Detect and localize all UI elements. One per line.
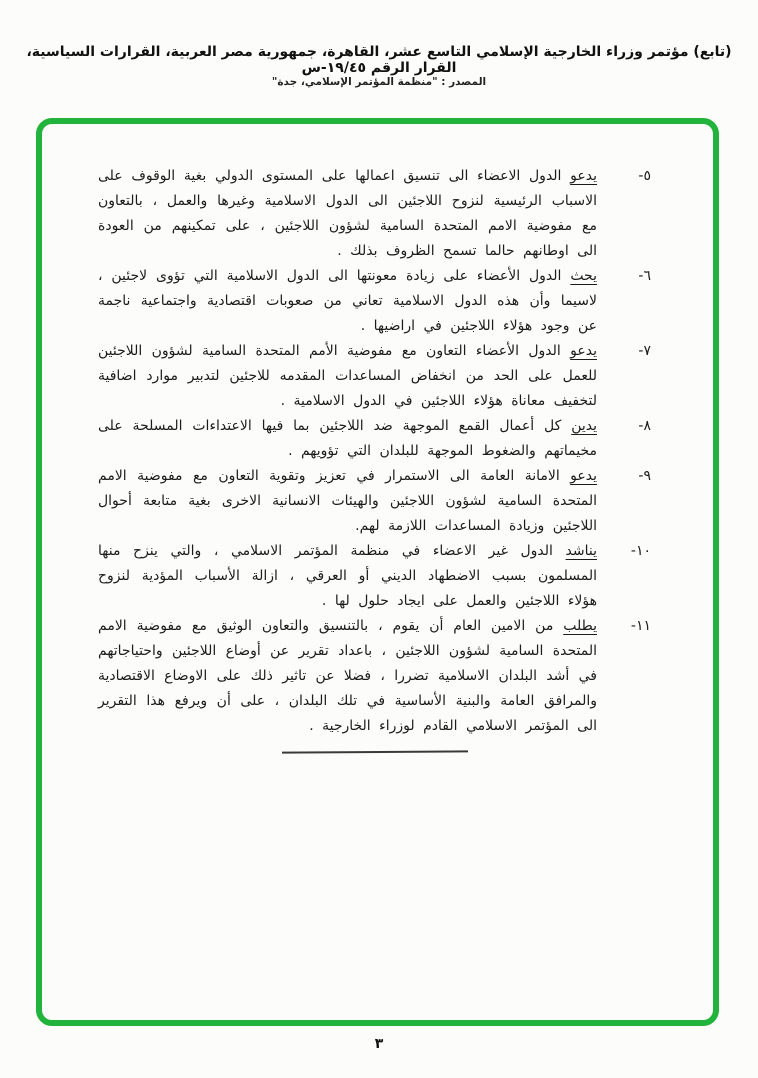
clause-body: كل أعمال القمع الموجهة ضد اللاجئين بما فيها الاعتداءات المسلحة على مخيماتهم والضغوط الموجهة للبلدان التي تؤويهم .	[98, 418, 597, 459]
clause-number: ١١-	[630, 618, 651, 634]
clause-number: ٥-	[638, 168, 651, 184]
document-header-line: (تابع) مؤتمر وزراء الخارجية الإسلامي التاسع عشر، القاهرة، جمهورية مصر العربية، القرارات السياسية، القرار الرقم ١٩/٤٥-س	[26, 44, 732, 76]
page-number: ٣	[374, 1036, 384, 1052]
clause-text	[98, 414, 597, 464]
clause-lead-word: يناشد	[565, 543, 597, 559]
clause-lead-word: يدعو	[570, 168, 597, 184]
green-border-frame	[36, 118, 719, 1026]
section-divider	[281, 750, 467, 753]
list-item	[98, 164, 651, 264]
clause-text	[98, 539, 597, 614]
clause-number: ٩-	[638, 468, 651, 484]
clause-text	[98, 464, 597, 539]
clause-lead-word: يحث	[570, 268, 597, 284]
document-source-line: المصدر : "منظمة المؤتمر الإسلامي، جدة"	[271, 76, 487, 88]
clause-number: ٨-	[638, 418, 651, 434]
list-item	[98, 539, 651, 614]
list-item	[98, 339, 651, 414]
clause-text	[98, 264, 597, 339]
clause-body: الامانة العامة الى الاستمرار في تعزيز وتقوية التعاون مع مفوضية الامم المتحدة السامية لشؤون اللاجئين والهيئات الانسانية الاخرى بغية متابعة أحوال اللاجئين وزيادة المساعدات اللازمة لهم.	[98, 468, 597, 534]
clause-number: ١٠-	[630, 543, 651, 559]
clause-lead-word: يطلب	[563, 618, 597, 634]
clause-text	[98, 339, 597, 414]
clause-body: الدول الأعضاء التعاون مع مفوضية الأمم المتحدة السامية لشؤون اللاجئين للعمل على الحد من انخفاض المساعدات المقدمه للاجئين لتدبير موارد اضافية لتخفيف معاناة هؤلاء اللاجئين في الدول الاسلامية .	[98, 343, 597, 409]
clause-lead-word: يدعو	[570, 468, 597, 484]
resolution-clauses	[42, 124, 713, 753]
list-item	[98, 414, 651, 464]
clause-lead-word: يدعو	[570, 343, 597, 359]
list-item	[98, 464, 651, 539]
clause-lead-word: يدين	[571, 418, 597, 434]
clause-body: الدول الأعضاء على زيادة معونتها الى الدول الاسلامية التي تؤوى لاجئين ، لاسيما وأن هذه الدول الاسلامية تعاني من صعوبات اقتصادية واجتماعية ناجمة عن وجود هؤلاء اللاجئين في اراضيها .	[98, 268, 597, 334]
list-item	[98, 614, 651, 739]
clause-body: الدول غير الاعضاء في منظمة المؤتمر الاسلامي ، والتي ينزح منها المسلمون بسبب الاضطهاد الديني أو العرقي ، ازالة الأسباب المؤدية لنزوح هؤلاء اللاجئين والعمل على ايجاد حلول لها .	[98, 543, 597, 609]
clause-text	[98, 164, 597, 264]
clause-number: ٧-	[638, 343, 651, 359]
clause-number: ٦-	[638, 268, 651, 284]
clause-text	[98, 614, 597, 739]
clause-body: من الامين العام أن يقوم ، بالتنسيق والتعاون الوثيق مع مفوضية الامم المتحدة السامية لشؤون اللاجئين ، باعداد تقرير عن أوضاع اللاجئين واحتياجاتهم في أشد البلدان الاسلامية تضررا ، فضلا عن تاثير ذلك على الاوضاع الاقتصادية والمرافق العامة والبنية الأساسية في تلك البلدان ، على أن ويرفع هذا التقرير الى المؤتمر الاسلامي القادم لوزراء الخارجية .	[98, 618, 597, 734]
list-item	[98, 264, 651, 339]
clause-body: الدول الاعضاء الى تنسيق اعمالها على المستوى الدولي بغية الوقوف على الاسباب الرئيسية لنزوح اللاجئين الى الدول الاسلامية وغيرها والعمل ، بالتعاون مع مفوضية الامم المتحدة السامية لشؤون اللاجئين ، على تمكينهم من العودة الى اوطانهم حالما تسمح الظروف بذلك .	[98, 168, 597, 259]
